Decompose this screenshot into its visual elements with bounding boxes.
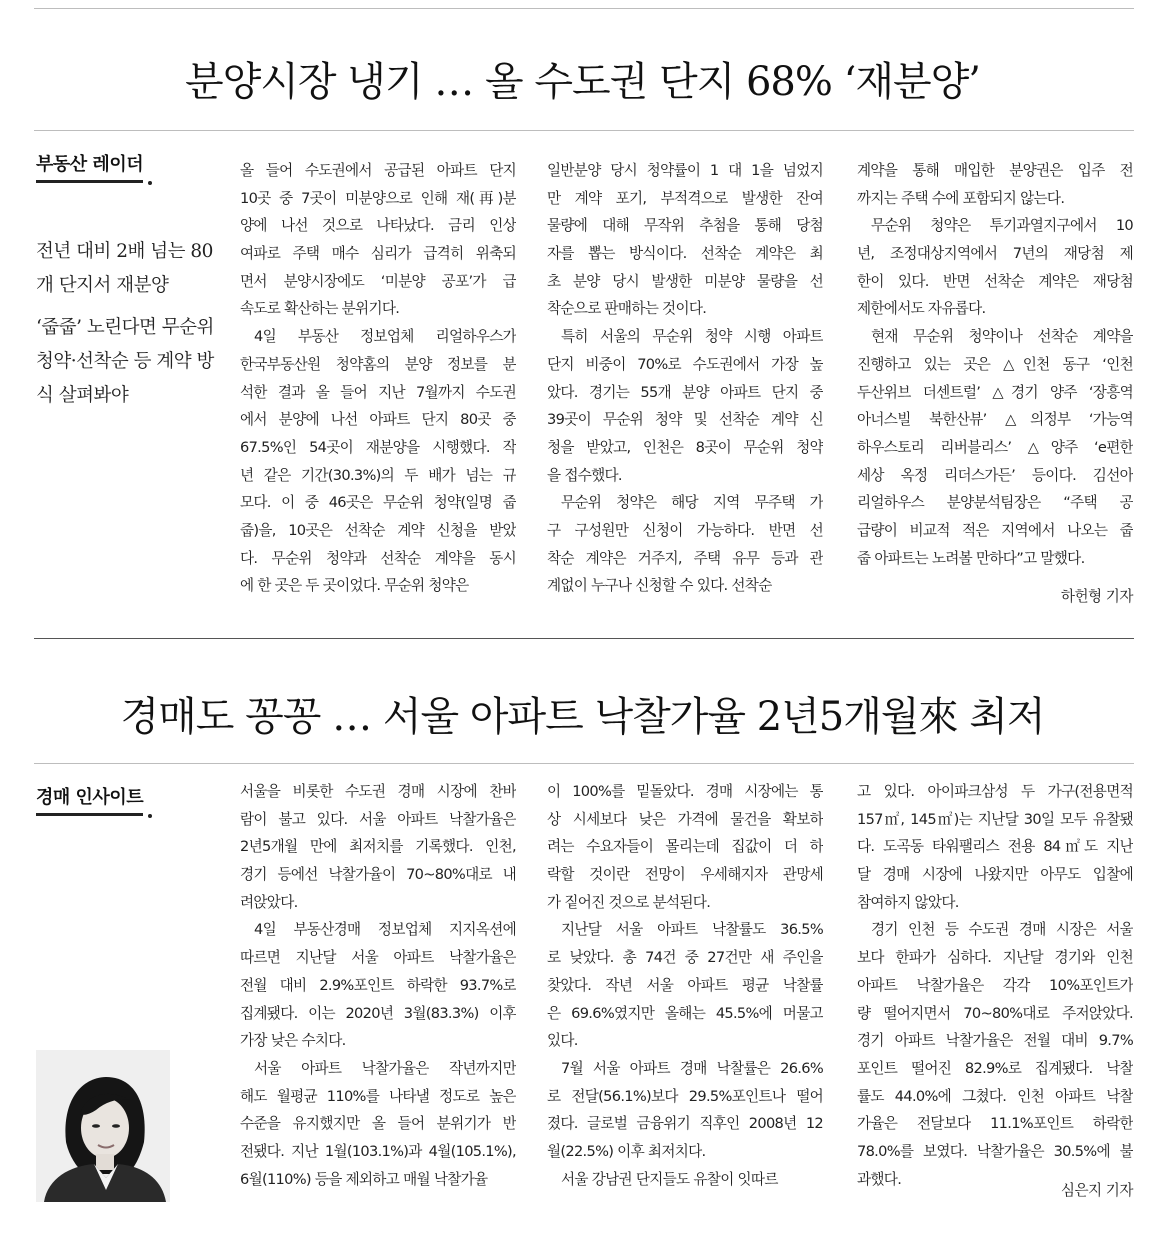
body-text-line: 급량이 비교적 적은 지역에서 나오는 줍 bbox=[857, 521, 1133, 539]
body-text-line: 두산위브 더센트럴’ △경기 양주 ‘장흥역 bbox=[857, 383, 1133, 401]
article2-header-rule bbox=[34, 763, 1134, 764]
body-text-line: 가장 낮은 수치다. bbox=[240, 1032, 346, 1050]
body-text-line: 올 들어 수도권에서 공급된 아파트 단지 bbox=[240, 162, 516, 179]
body-text-line: 전됐다. 지난 1월(103.1%)과 4월(105.1%), bbox=[240, 1142, 516, 1160]
section-label-text: 부동산 레이더 bbox=[36, 154, 144, 175]
subhead-2: ‘줍줍’ 노린다면 무순위청약·선착순 등 계약 방식 살펴봐야 bbox=[36, 317, 214, 406]
body-text-line: 았다. 경기는 55개 분양 아파트 단지 중 bbox=[547, 383, 823, 401]
body-text-line: 로 전달(56.1%)보다 29.5%포인트나 떨어 bbox=[547, 1087, 823, 1105]
section-label-dot bbox=[148, 814, 152, 818]
body-text-line: 서울 강남권 단지들도 유찰이 잇따르 bbox=[561, 1170, 778, 1188]
body-text-line: 석한 결과 올 들어 지난 7월까지 수도권 bbox=[240, 383, 516, 401]
body-text-line: 까지는 주택 수에 포함되지 않는다. bbox=[857, 189, 1065, 207]
body-text-line: 리얼하우스 분양분석팀장은 “주택 공 bbox=[857, 494, 1133, 512]
body-text-line: 78.0%를 보였다. 낙찰가율은 30.5%에 불 bbox=[857, 1142, 1133, 1160]
body-text-line: 세상 옥정 리더스가든’ 등이다. 김선아 bbox=[857, 466, 1133, 484]
body-text-line: 은 69.6%였지만 올해는 45.5%에 머물고 bbox=[547, 1004, 823, 1022]
article1-byline: 하헌형 기자 bbox=[1060, 588, 1133, 605]
body-text-line: 졌다. 글로벌 금융위기 직후인 2008년 12 bbox=[547, 1115, 823, 1133]
body-text-line: 면서 분양시장에도 ‘미분양 공포’가 급 bbox=[240, 272, 516, 290]
body-text-line: 다. 무순위 청약과 선착순 계약을 동시 bbox=[240, 549, 516, 567]
body-text-line: 무순위 청약은 투기과열지구에서 10 bbox=[871, 217, 1133, 235]
body-text-line: 2년5개월 만에 최저치를 기록했다. 인천, bbox=[240, 838, 516, 856]
body-text-line: 줍 아파트는 노려볼 만하다”고 말했다. bbox=[857, 549, 1085, 567]
body-text-line: 서울 아파트 낙찰가율은 작년까지만 bbox=[254, 1059, 516, 1077]
body-text-line: 따르면 지난달 서울 아파트 낙찰가율은 bbox=[240, 949, 516, 967]
article1-subheads bbox=[36, 235, 226, 421]
body-text-line: 수준을 유지했지만 올 들어 분위기가 반 bbox=[240, 1115, 516, 1133]
article2-section-label bbox=[36, 783, 143, 816]
body-text-line: 려앉았다. bbox=[240, 893, 298, 911]
body-text-line: 월(22.5%) 이후 최저치다. bbox=[547, 1142, 706, 1160]
section-label-underline bbox=[36, 813, 143, 816]
subhead-1: 전년 대비 2배 넘는 80개 단지서 재분양 bbox=[36, 241, 213, 296]
body-text-line: 하우스토리 리버블리스’ △양주 ‘e편한 bbox=[857, 438, 1133, 456]
body-text-line: 다. 도곡동 타워팰리스 전용 84㎡도 지난 bbox=[857, 838, 1133, 856]
body-text-line: 양에 나선 것으로 나타났다. 금리 인상 bbox=[240, 217, 516, 235]
body-text-line: 만 계약 포기, 부적격으로 발생한 잔여 bbox=[547, 189, 823, 207]
body-text-line: 을 접수했다. bbox=[547, 466, 622, 484]
body-text-line: 가율은 전달보다 11.1%포인트 하락한 bbox=[857, 1115, 1133, 1133]
body-text-line: 집계됐다. 이는 2020년 3월(83.3%) 이후 bbox=[240, 1004, 516, 1022]
body-text-line: 무순위 청약은 해당 지역 무주택 가 bbox=[561, 494, 823, 512]
section-label-text: 경매 인사이트 bbox=[36, 787, 144, 808]
body-text-line: 가 짙어진 것으로 분석된다. bbox=[547, 893, 711, 911]
body-text-line: 과했다. bbox=[857, 1170, 902, 1188]
body-text-line: 속도로 확산하는 분위기다. bbox=[240, 300, 400, 318]
body-text-line: 일반분양 당시 청약률이 1 대 1을 넘었지 bbox=[547, 162, 823, 179]
body-text-line: 10곳 중 7곳이 미분양으로 인해 재(再)분 bbox=[240, 189, 516, 207]
article2-headline: 경매도 꽁꽁 … 서울 아파트 낙찰가율 2년5개월來 최저 bbox=[120, 694, 1045, 740]
body-text-line: 아파트 낙찰가율은 각각 10%포인트가 bbox=[857, 976, 1133, 994]
article1-header-rule bbox=[34, 130, 1134, 131]
body-text-line: 로 낮았다. 총 74건 중 27건만 새 주인을 bbox=[547, 949, 823, 967]
body-text-line: 년 같은 기간(30.3%)의 두 배가 넘는 규 bbox=[240, 466, 516, 484]
body-text-line: 청을 받았고, 인천은 8곳이 무순위 청약 bbox=[547, 438, 823, 456]
body-text-line: 경기 인천 등 수도권 경매 시장은 서울 bbox=[871, 921, 1133, 939]
body-text-line: 한국부동산원 청약홈의 분양 정보를 분 bbox=[240, 355, 516, 373]
body-text-line: 에서 분양에 나선 아파트 단지 80곳 중 bbox=[240, 411, 516, 429]
top-rule bbox=[34, 8, 1134, 9]
body-text-line: 한이 있다. 반면 선착순 계약은 재당첨 bbox=[857, 272, 1133, 290]
body-text-line: 계약을 통해 매입한 분양권은 입주 전 bbox=[857, 162, 1133, 179]
body-text-line: 려는 수요자들이 몰리는데 집값이 더 하 bbox=[547, 838, 823, 856]
body-text-line: 제한에서도 자유롭다. bbox=[857, 300, 986, 318]
body-text-line: 모다. 이 중 46곳은 무순위 청약(일명 줍 bbox=[240, 494, 516, 512]
body-text-line: 39곳이 무순위 청약 및 선착순 계약 신 bbox=[547, 411, 823, 429]
reporter-photo bbox=[36, 1050, 170, 1202]
body-text-line: 량 떨어지면서 70~80%대로 주저앉았다. bbox=[857, 1004, 1133, 1022]
article1-column-1 bbox=[240, 157, 516, 600]
body-text-line: 보다 한파가 심하다. 지난달 경기와 인천 bbox=[857, 949, 1133, 967]
article1-column-2 bbox=[547, 157, 823, 600]
section-label-dot bbox=[148, 181, 152, 185]
body-text-line: 경기 등에선 낙찰가율이 70~80%대로 내 bbox=[240, 866, 516, 884]
body-text-line: 특히 서울의 무순위 청약 시행 아파트 bbox=[561, 328, 823, 346]
body-text-line: 경기 아파트 낙찰가율은 전월 대비 9.7% bbox=[857, 1032, 1133, 1050]
body-text-line: 달 경매 시장에 나왔지만 아무도 입찰에 bbox=[857, 866, 1133, 884]
body-text-line: 이 100%를 밑돌았다. 경매 시장에는 통 bbox=[547, 783, 823, 800]
body-text-line: 구 구성원만 신청이 가능하다. 반면 선 bbox=[547, 521, 823, 539]
body-text-line: 157㎡, 145㎡)는 지난달 30일 모두 유찰됐 bbox=[857, 810, 1133, 828]
body-text-line: 6월(110%) 등을 제외하고 매월 낙찰가율 bbox=[240, 1170, 488, 1188]
body-text-line: 7월 서울 아파트 경매 낙찰률은 26.6% bbox=[561, 1059, 823, 1077]
article-divider bbox=[34, 638, 1134, 639]
article1-headline: 분양시장 냉기 … 올 수도권 단지 68% ‘재분양’ bbox=[185, 59, 980, 105]
body-text-line: 락할 것이란 전망이 우세해지자 관망세 bbox=[547, 866, 823, 884]
body-text-line: 참여하지 않았다. bbox=[857, 893, 959, 911]
body-text-line: 포인트 떨어진 82.9%로 집계됐다. 낙찰 bbox=[857, 1059, 1133, 1077]
body-text-line: 에 한 곳은 두 곳이었다. 무순위 청약은 bbox=[240, 577, 469, 595]
body-text-line: 지난달 서울 아파트 낙찰률도 36.5% bbox=[561, 921, 823, 939]
article2-column-1 bbox=[240, 778, 516, 1193]
body-text-line: 진행하고 있는 곳은 △인천 동구 ‘인천 bbox=[857, 355, 1133, 373]
article2-column-3 bbox=[857, 778, 1133, 1193]
body-text-line: 해도 월평균 110%를 나타낼 정도로 높은 bbox=[240, 1087, 516, 1105]
article1-column-3 bbox=[857, 157, 1133, 572]
body-text-line: 착순 계약은 거주지, 주택 유무 등과 관 bbox=[547, 549, 823, 567]
body-text-line: 67.5%인 54곳이 재분양을 시행했다. 작 bbox=[240, 438, 516, 456]
body-text-line: 전월 대비 2.9%포인트 하락한 93.7%로 bbox=[240, 976, 516, 994]
body-text-line: 줍)을, 10곳은 선착순 계약 신청을 받았 bbox=[240, 521, 516, 539]
body-text-line: 찾았다. 작년 서울 아파트 평균 낙찰률 bbox=[547, 976, 823, 994]
body-text-line: 람이 불고 있다. 서울 아파트 낙찰가율은 bbox=[240, 810, 516, 828]
body-text-line: 고 있다. 아이파크삼성 두 가구(전용면적 bbox=[857, 783, 1133, 800]
section-label-underline bbox=[36, 180, 143, 183]
body-text-line: 상 시세보다 낮은 가격에 물건을 확보하 bbox=[547, 810, 823, 828]
article2-byline: 심은지 기자 bbox=[1060, 1182, 1133, 1199]
body-text-line: 4일 부동산경매 정보업체 지지옥션에 bbox=[254, 921, 516, 939]
body-text-line: 아너스빌 북한산뷰’ △의정부 ‘가능역 bbox=[857, 411, 1133, 429]
body-text-line: 년, 조정대상지역에서 7년의 재당첨 제 bbox=[857, 245, 1133, 263]
body-text-line: 자를 뽑는 방식이다. 선착순 계약은 최 bbox=[547, 245, 823, 263]
body-text-line: 착순으로 판매하는 것이다. bbox=[547, 300, 707, 318]
body-text-line: 계없이 누구나 신청할 수 있다. 선착순 bbox=[547, 577, 772, 595]
article1-section-label bbox=[36, 150, 143, 183]
body-text-line: 여파로 주택 매수 심리가 급격히 위축되 bbox=[240, 245, 516, 263]
body-text-line: 률도 44.0%에 그쳤다. 인천 아파트 낙찰 bbox=[857, 1087, 1133, 1105]
body-text-line: 있다. bbox=[547, 1032, 578, 1050]
body-text-line: 현재 무순위 청약이나 선착순 계약을 bbox=[871, 328, 1133, 346]
reporter-portrait-image bbox=[36, 1050, 170, 1202]
body-text-line: 단지 비중이 70%로 수도권에서 가장 높 bbox=[547, 355, 823, 373]
body-text-line: 초 분양 당시 발생한 미분양 물량을 선 bbox=[547, 272, 823, 290]
article2-column-2 bbox=[547, 778, 823, 1193]
body-text-line: 서울을 비롯한 수도권 경매 시장에 찬바 bbox=[240, 783, 516, 800]
body-text-line: 물량에 대해 무작위 추첨을 통해 당첨 bbox=[547, 217, 823, 235]
body-text-line: 4일 부동산 정보업체 리얼하우스가 bbox=[254, 328, 516, 346]
